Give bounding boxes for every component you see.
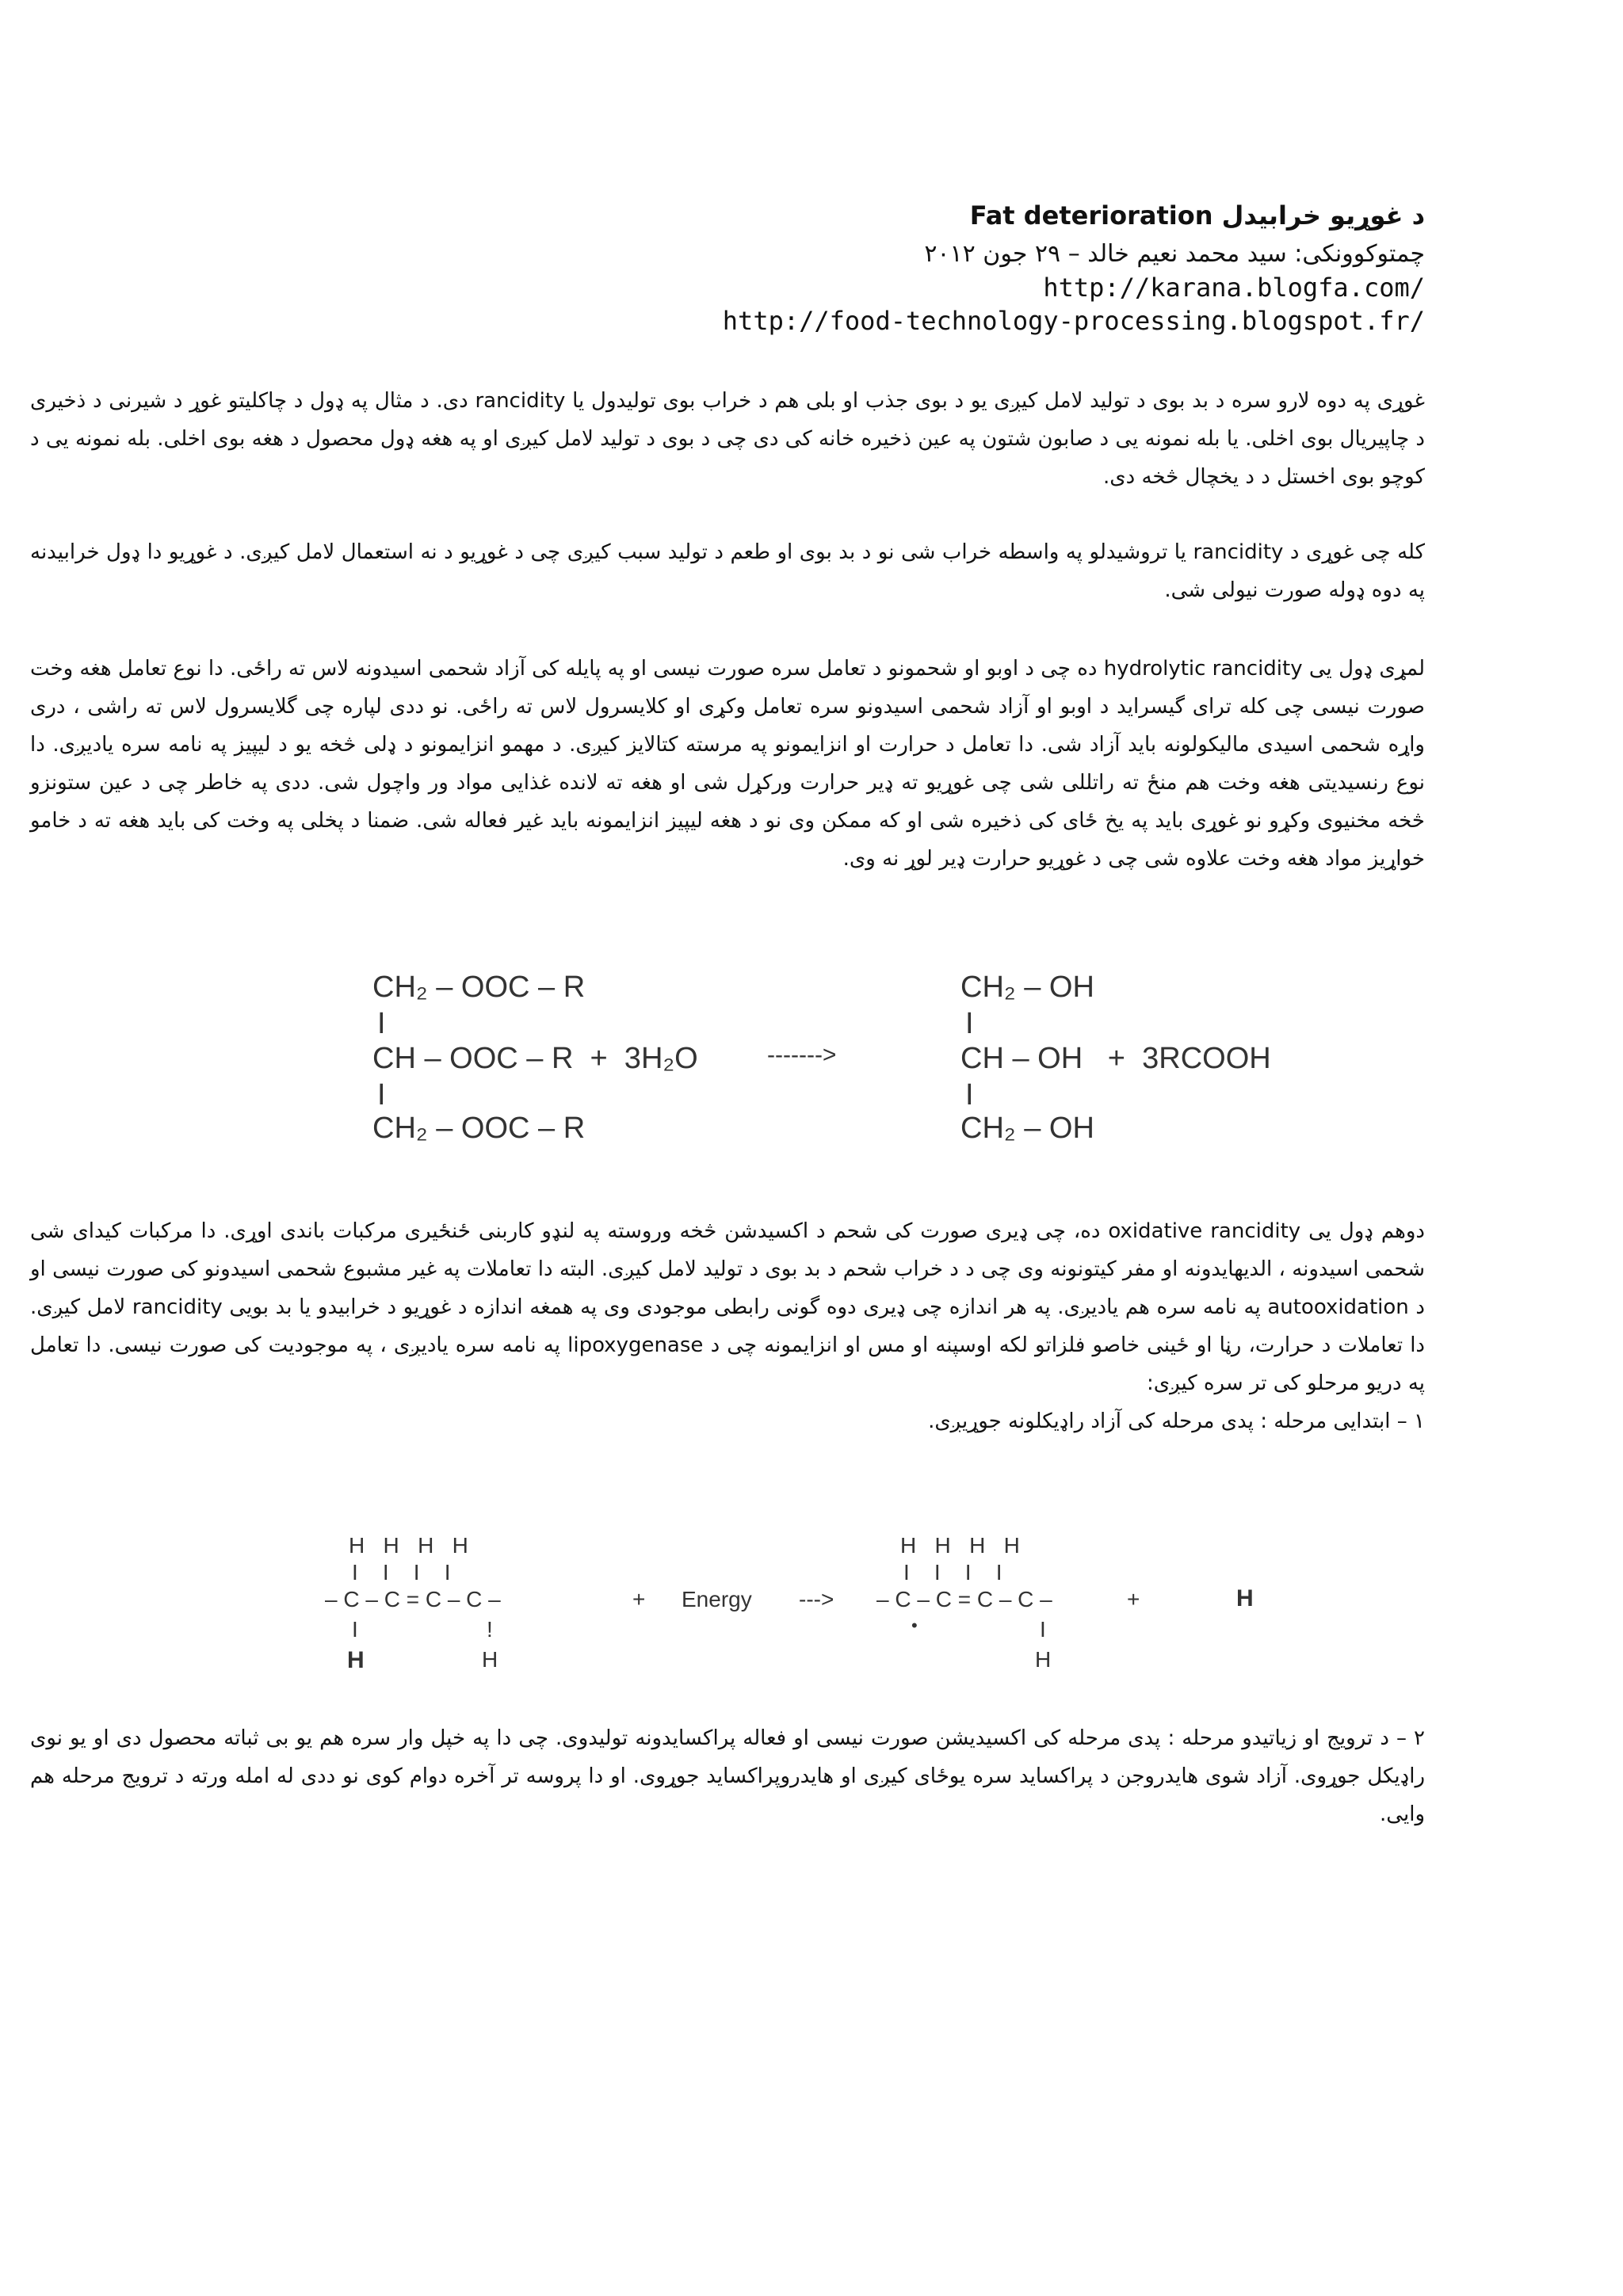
author-line: چمتوکوونکی: سيد محمد نعيم خالد – ۲۹ جون ۲۰۱۲: [924, 240, 1425, 268]
hydrolysis-equation: [372, 971, 1323, 1153]
equation-bond-bar: I: [965, 1078, 974, 1112]
equation-reactant-row2: CH – OOC – R + 3H₂O: [372, 1042, 698, 1075]
paragraph-step-2: ۲ – د ترويج او زياتيدو مرحله : پدی مرحله کی اکسيديشن صورت نيسی او فعاله پراکسايدونه توليدوی. چی دا په خپل وار سره هم يو بی ثباته محصول دی او يو نوی راډيکل جوړوی. آزاد شوی هايدروجن د پراکسايد سره يوځای کيږی او هايدروپراکسايد جوړوی. او دا پروسه تر آخره دوام کوی نو ددی له امله ورته د ترويج مرحله هم وايی.: [30, 1726, 1425, 1826]
equation-chain: – C – C = C – C –: [325, 1587, 501, 1611]
equation-radical-dot: •: [911, 1615, 918, 1635]
equation-bond-bar: I: [965, 1007, 974, 1040]
url-link-food-tech[interactable]: http://food-technology-processing.blogspot.fr/: [722, 306, 1425, 336]
equation-h-free: H: [1236, 1585, 1254, 1611]
paragraph-text: غوړی په دوه لارو سره د بد بوی د توليد لامل کيږی يو د بوی جذب او بلی هم د خراب بوی توليدول يا rancidity دی. د مثال په ډول د چاکليتو غوړ د شيرنی د ذخيری د چاپيريال بوی اخلی. يا بله نمونه يی د صابون شتون په عين ذخيره خانه کی دی چی د بوی د توليد لامل کيږی او په هغه ډول محصول د هغه بوی اخلی. بله نمونه يی د کوچو بوی اخستل د د يخچال څخه دی.: [30, 389, 1426, 489]
equation-reactant-row3: CH₂ – OOC – R: [372, 1112, 586, 1145]
paragraph-hydrolytic: [30, 650, 1425, 878]
paragraph-propagation: [30, 1719, 1425, 1833]
equation-energy: Energy: [682, 1587, 752, 1611]
equation-arrow: --->: [799, 1587, 834, 1611]
equation-h-bottom: H: [347, 1647, 365, 1673]
url-link-karana[interactable]: http://karana.blogfa.com/: [1043, 273, 1425, 303]
equation-h-row: H H H H: [900, 1533, 1020, 1558]
document-header: [315, 238, 1425, 338]
equation-bond-bar: I: [352, 1617, 358, 1642]
equation-chain: – C – C = C – C –: [876, 1587, 1052, 1611]
equation-h-bottom: H: [1035, 1647, 1052, 1672]
paragraph-step-1: ۱ – ابتدايی مرحله : پدی مرحله کی آزاد راډيکلونه جوړيږی.: [928, 1409, 1425, 1433]
paragraph-oxidative: [30, 1212, 1425, 1440]
equation-product-row3: CH₂ – OH: [960, 1112, 1094, 1145]
equation-arrow: ------->: [767, 1042, 837, 1068]
equation-reactant-row1: CH₂ – OOC – R: [372, 971, 586, 1004]
equation-product-row2: CH – OH + 3RCOOH: [960, 1042, 1271, 1075]
equation-h-bottom: H: [482, 1647, 498, 1672]
equation-bond-row: I I I I: [352, 1560, 451, 1585]
paragraph-text: کله چی غوړی د rancidity يا تروشيدلو په واسطه خراب شی نو د بد بوی او طعم د توليد سبب کيږی چی د غوړيو د نه استعمال لامل کيږی. د غوړيو دا ډول خرابيدنه په دوه ډوله صورت نيولی شی.: [30, 540, 1425, 602]
document-title: د غوړيو خرابيدل Fat deterioration: [969, 200, 1425, 231]
equation-bond-row: I I I I: [903, 1560, 1002, 1585]
equation-bond-bar: I: [1040, 1617, 1046, 1642]
paragraph-text: دوهم ډول يی oxidative rancidity ده، چی ډيری صورت کی شحم د اکسيدشن څخه وروسته په لنډو کاربنی ځنځيری مرکبات باندی اوړی. دا مرکبات کيدای شی شحمی اسيدونه ، الديهايدونه او مفر کيتونونه وی چی د د خراب شحم د بد بوی د توليد لامل کيږی. البته دا تعاملات په غير مشبوع شحمی اسيدونو کی صورت نيسی او د autooxidation په نامه سره هم ياديږی. په هر اندازه چی ډيری دوه گونی رابطی موجودی وی په همغه اندازه د غوړيو د خرابيدو يا بد بويی rancidity لامل کيږی. دا تعاملات د حرارت، رڼا او ځينی خاصو فلزاتو لکه اوسپنه او مس او انزايمونه چی د lipoxygenase په نامه سره ياديږی ، په موجوديت کی صورت نيسی. دا تعامل په دريو مرحلو کی تر سره کيږی:: [30, 1219, 1426, 1395]
paragraph-text: لمړی ډول يی hydrolytic rancidity ده چی د اوبو او شحمونو د تعامل سره صورت نيسی او په پايله کی آزاد شحمی اسيدونه لاس ته راځی. دا نوع تعامل هغه وخت صورت نيسی چی کله ترای گيسرايد د اوبو او آزاد شحمی اسيدونو سره تعامل وکړی او کلايسرول لاس ته راځی. نو ددی لپاره چی گلايسرول لاس ته راشی ، دری واړه شحمی اسيدی ماليکولونه بايد آزاد شی. دا تعامل د حرارت او انزايمونو په مرسته کتالايز کيږی. د مهمو انزايمونو د ډلی څخه يو د ليپيز په نامه سره ياديږی. دا نوع رنسيديتی هغه وخت هم منځ ته راتللی شی چی غوړيو ته ډير حرارت ورکړل شی او هغه ته لانده غذايی مواد ور واچول شی. ددی په خاطر چی د عين ستونزو څخه مخنيوی وکړو نو غوړی بايد په يخ ځای کی ذخيره شی او که ممکن وی نو د هغه ليپيز انزايمونه بايد غير فعاله شی. ضمنا د پخلی په وخت کی بايد هغه ته د خامو خواړيز مواد هغه وخت علاوه شی چی د غوړيو حرارت ډير لوړ نه وی.: [30, 657, 1426, 871]
equation-bond-bar: I: [377, 1007, 386, 1040]
initiation-equation: [325, 1533, 1355, 1691]
equation-bond-bar: I: [377, 1078, 386, 1112]
equation-h-row: H H H H: [349, 1533, 468, 1558]
equation-bond-bar: !: [487, 1617, 493, 1642]
equation-plus: +: [632, 1587, 646, 1611]
paragraph-rancidity: [30, 533, 1425, 609]
equation-product-row1: CH₂ – OH: [960, 971, 1094, 1004]
equation-plus: +: [1127, 1587, 1140, 1611]
paragraph-intro: [30, 382, 1425, 496]
